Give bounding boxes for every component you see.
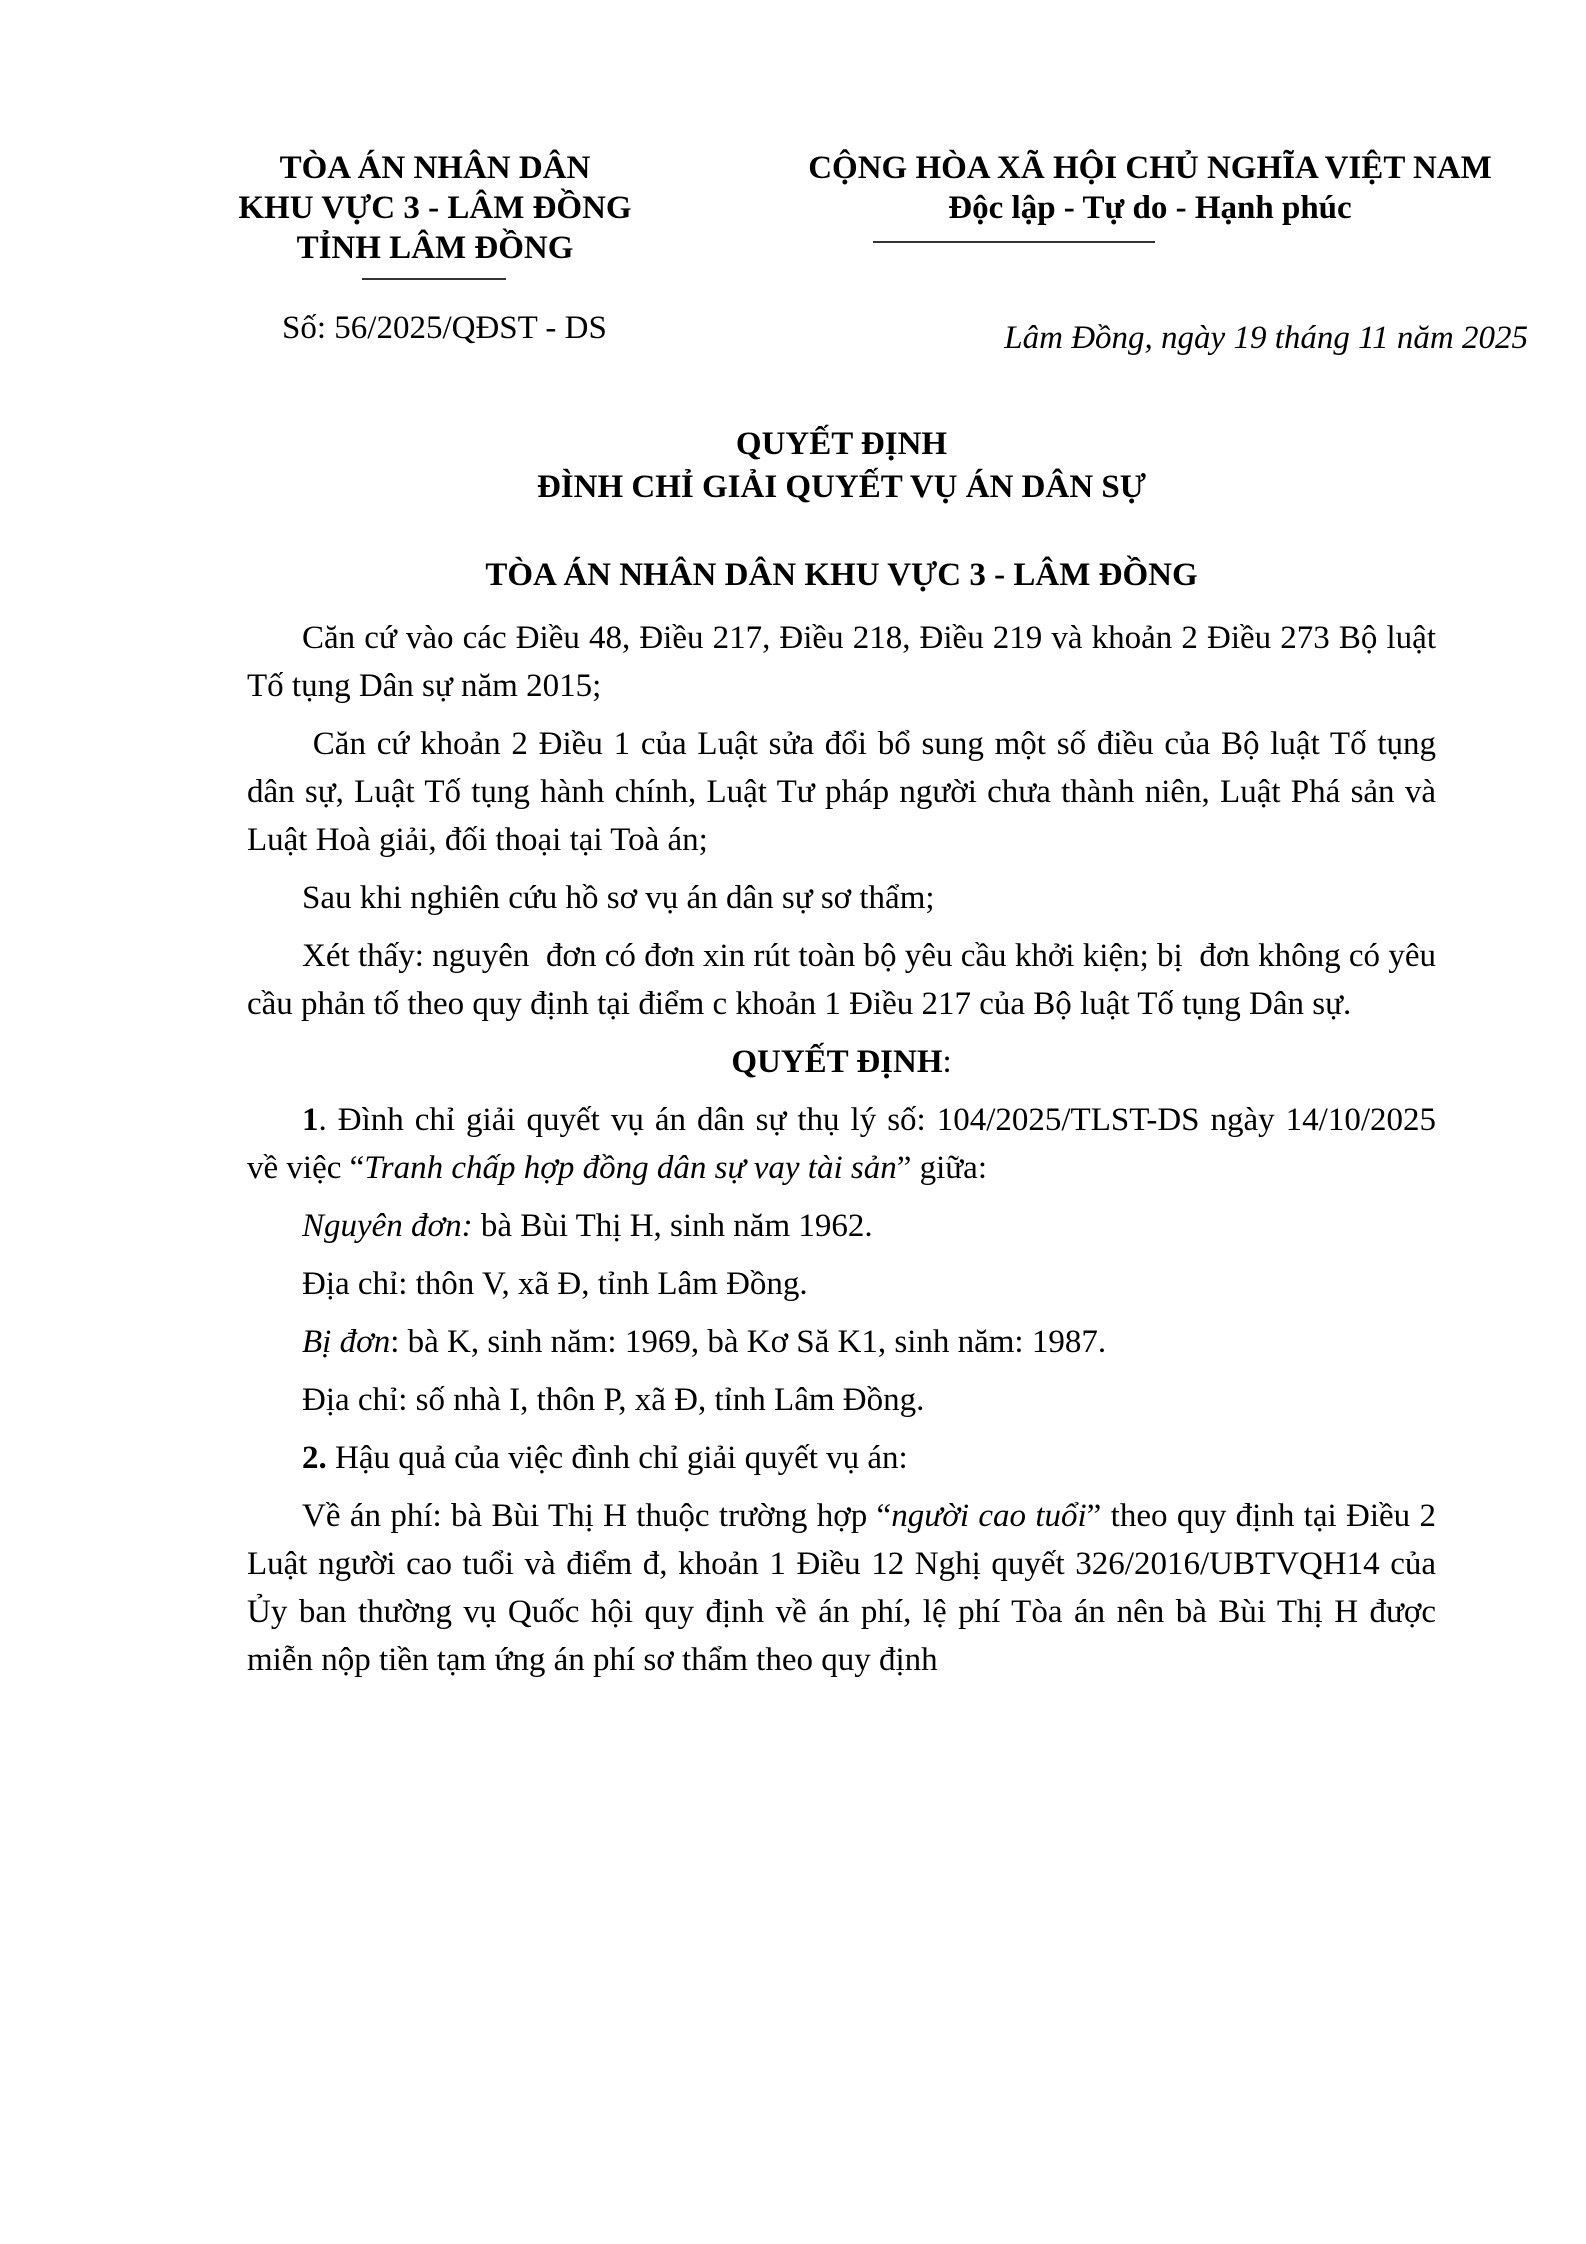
item-text: ” giữa: <box>896 1150 987 1186</box>
case-title: Tranh chấp hợp đồng dân sự vay tài sản <box>364 1150 897 1186</box>
defendant-address: Địa chỉ: số nhà I, thôn P, xã Đ, tỉnh Lâm Đồng. <box>302 1382 925 1418</box>
court-fee-paragraph <box>247 1492 1436 1684</box>
plaintiff-info: bà Bùi Thị H, sinh năm 1962. <box>472 1208 873 1244</box>
item-number: 2. <box>302 1440 327 1476</box>
defendant-line <box>247 1318 1436 1366</box>
national-motto: Độc lập - Tự do - Hạnh phúc <box>948 190 1352 226</box>
nation-header <box>770 148 1530 228</box>
document-title: QUYẾT ĐỊNH <box>735 426 948 462</box>
plaintiff-line <box>247 1202 1436 1250</box>
legal-basis-paragraph: Căn cứ khoản 2 Điều 1 của Luật sửa đổi bổ sung một số điều của Bộ luật Tố tụng dân sự, Luật Tố tụng hành chính, Luật Tư pháp người chưa thành niên, Luật Phá sản và Luật Hoà giải, đối thoại tại Toà án; <box>247 726 1445 858</box>
document-body <box>247 614 1445 1684</box>
court-name-line: TÒA ÁN NHÂN DÂN <box>279 150 591 186</box>
issuing-court: TÒA ÁN NHÂN DÂN KHU VỰC 3 - LÂM ĐỒNG <box>485 557 1198 593</box>
motto-underline <box>873 241 1155 243</box>
decision-item-2 <box>247 1434 1436 1482</box>
decision-item-1 <box>247 1096 1436 1192</box>
decision-heading <box>247 1038 1436 1086</box>
defendant-info: : bà K, sinh năm: 1969, bà Kơ Să K1, sinh năm: 1987. <box>390 1324 1107 1360</box>
review-paragraph: Sau khi nghiên cứu hồ sơ vụ án dân sự sơ thẩm; <box>302 880 935 916</box>
fee-quote: người cao tuổi <box>891 1498 1087 1534</box>
court-name-line: KHU VỰC 3 - LÂM ĐỒNG <box>238 190 632 226</box>
decision-heading-text: QUYẾT ĐỊNH <box>731 1044 943 1080</box>
item-number: 1 <box>302 1102 319 1138</box>
place-date: Lâm Đồng, ngày 19 tháng 11 năm 2025 <box>1004 320 1528 356</box>
defendant-label: Bị đơn <box>302 1324 391 1360</box>
legal-basis-paragraph: Căn cứ vào các Điều 48, Điều 217, Điều 218, Điều 219 và khoản 2 Điều 273 Bộ luật Tố tụng Dân sự năm 2015; <box>247 620 1436 704</box>
fee-text: ” theo quy định tại Điều 2 Luật người cao tuổi và điểm đ, khoản 1 Điều 12 Nghị quyết 326/2016/UBTVQH14 của Ủy ban thường vụ Quốc hội quy định về án phí, lệ phí Tòa án nên bà Bùi Thị H được miễn nộp tiền tạm ứng án phí sơ thẩm theo quy định <box>247 1498 1437 1678</box>
document-subtitle: ĐÌNH CHỈ GIẢI QUYẾT VỤ ÁN DÂN SỰ <box>536 469 1147 505</box>
plaintiff-label: Nguyên đơn: <box>302 1208 473 1244</box>
item-text: Hậu quả của việc đình chỉ giải quyết vụ án: <box>326 1440 908 1476</box>
court-name <box>205 148 665 268</box>
plaintiff-address: Địa chỉ: thôn V, xã Đ, tỉnh Lâm Đồng. <box>302 1266 808 1302</box>
item-text: . Đình chỉ giải quyết vụ án dân sự thụ lý số: 104/2025/TLST-DS ngày 14/10/2025 về việc “ <box>247 1102 1436 1186</box>
decision-heading-colon: : <box>942 1044 952 1080</box>
document-number: Số: 56/2025/QĐST - DS <box>282 310 607 346</box>
court-name-line: TỈNH LÂM ĐỒNG <box>296 230 574 266</box>
fee-text: Về án phí: bà Bùi Thị H thuộc trường hợp “ <box>302 1498 892 1534</box>
court-underline <box>362 278 506 280</box>
nation-name: CỘNG HÒA XÃ HỘI CHỦ NGHĨA VIỆT NAM <box>808 150 1492 186</box>
findings-paragraph: Xét thấy: nguyên đơn có đơn xin rút toàn bộ yêu cầu khởi kiện; bị đơn không có yêu cầu phản tố theo quy định tại điểm c khoản 1 Điều 217 của Bộ luật Tố tụng Dân sự. <box>247 938 1445 1022</box>
